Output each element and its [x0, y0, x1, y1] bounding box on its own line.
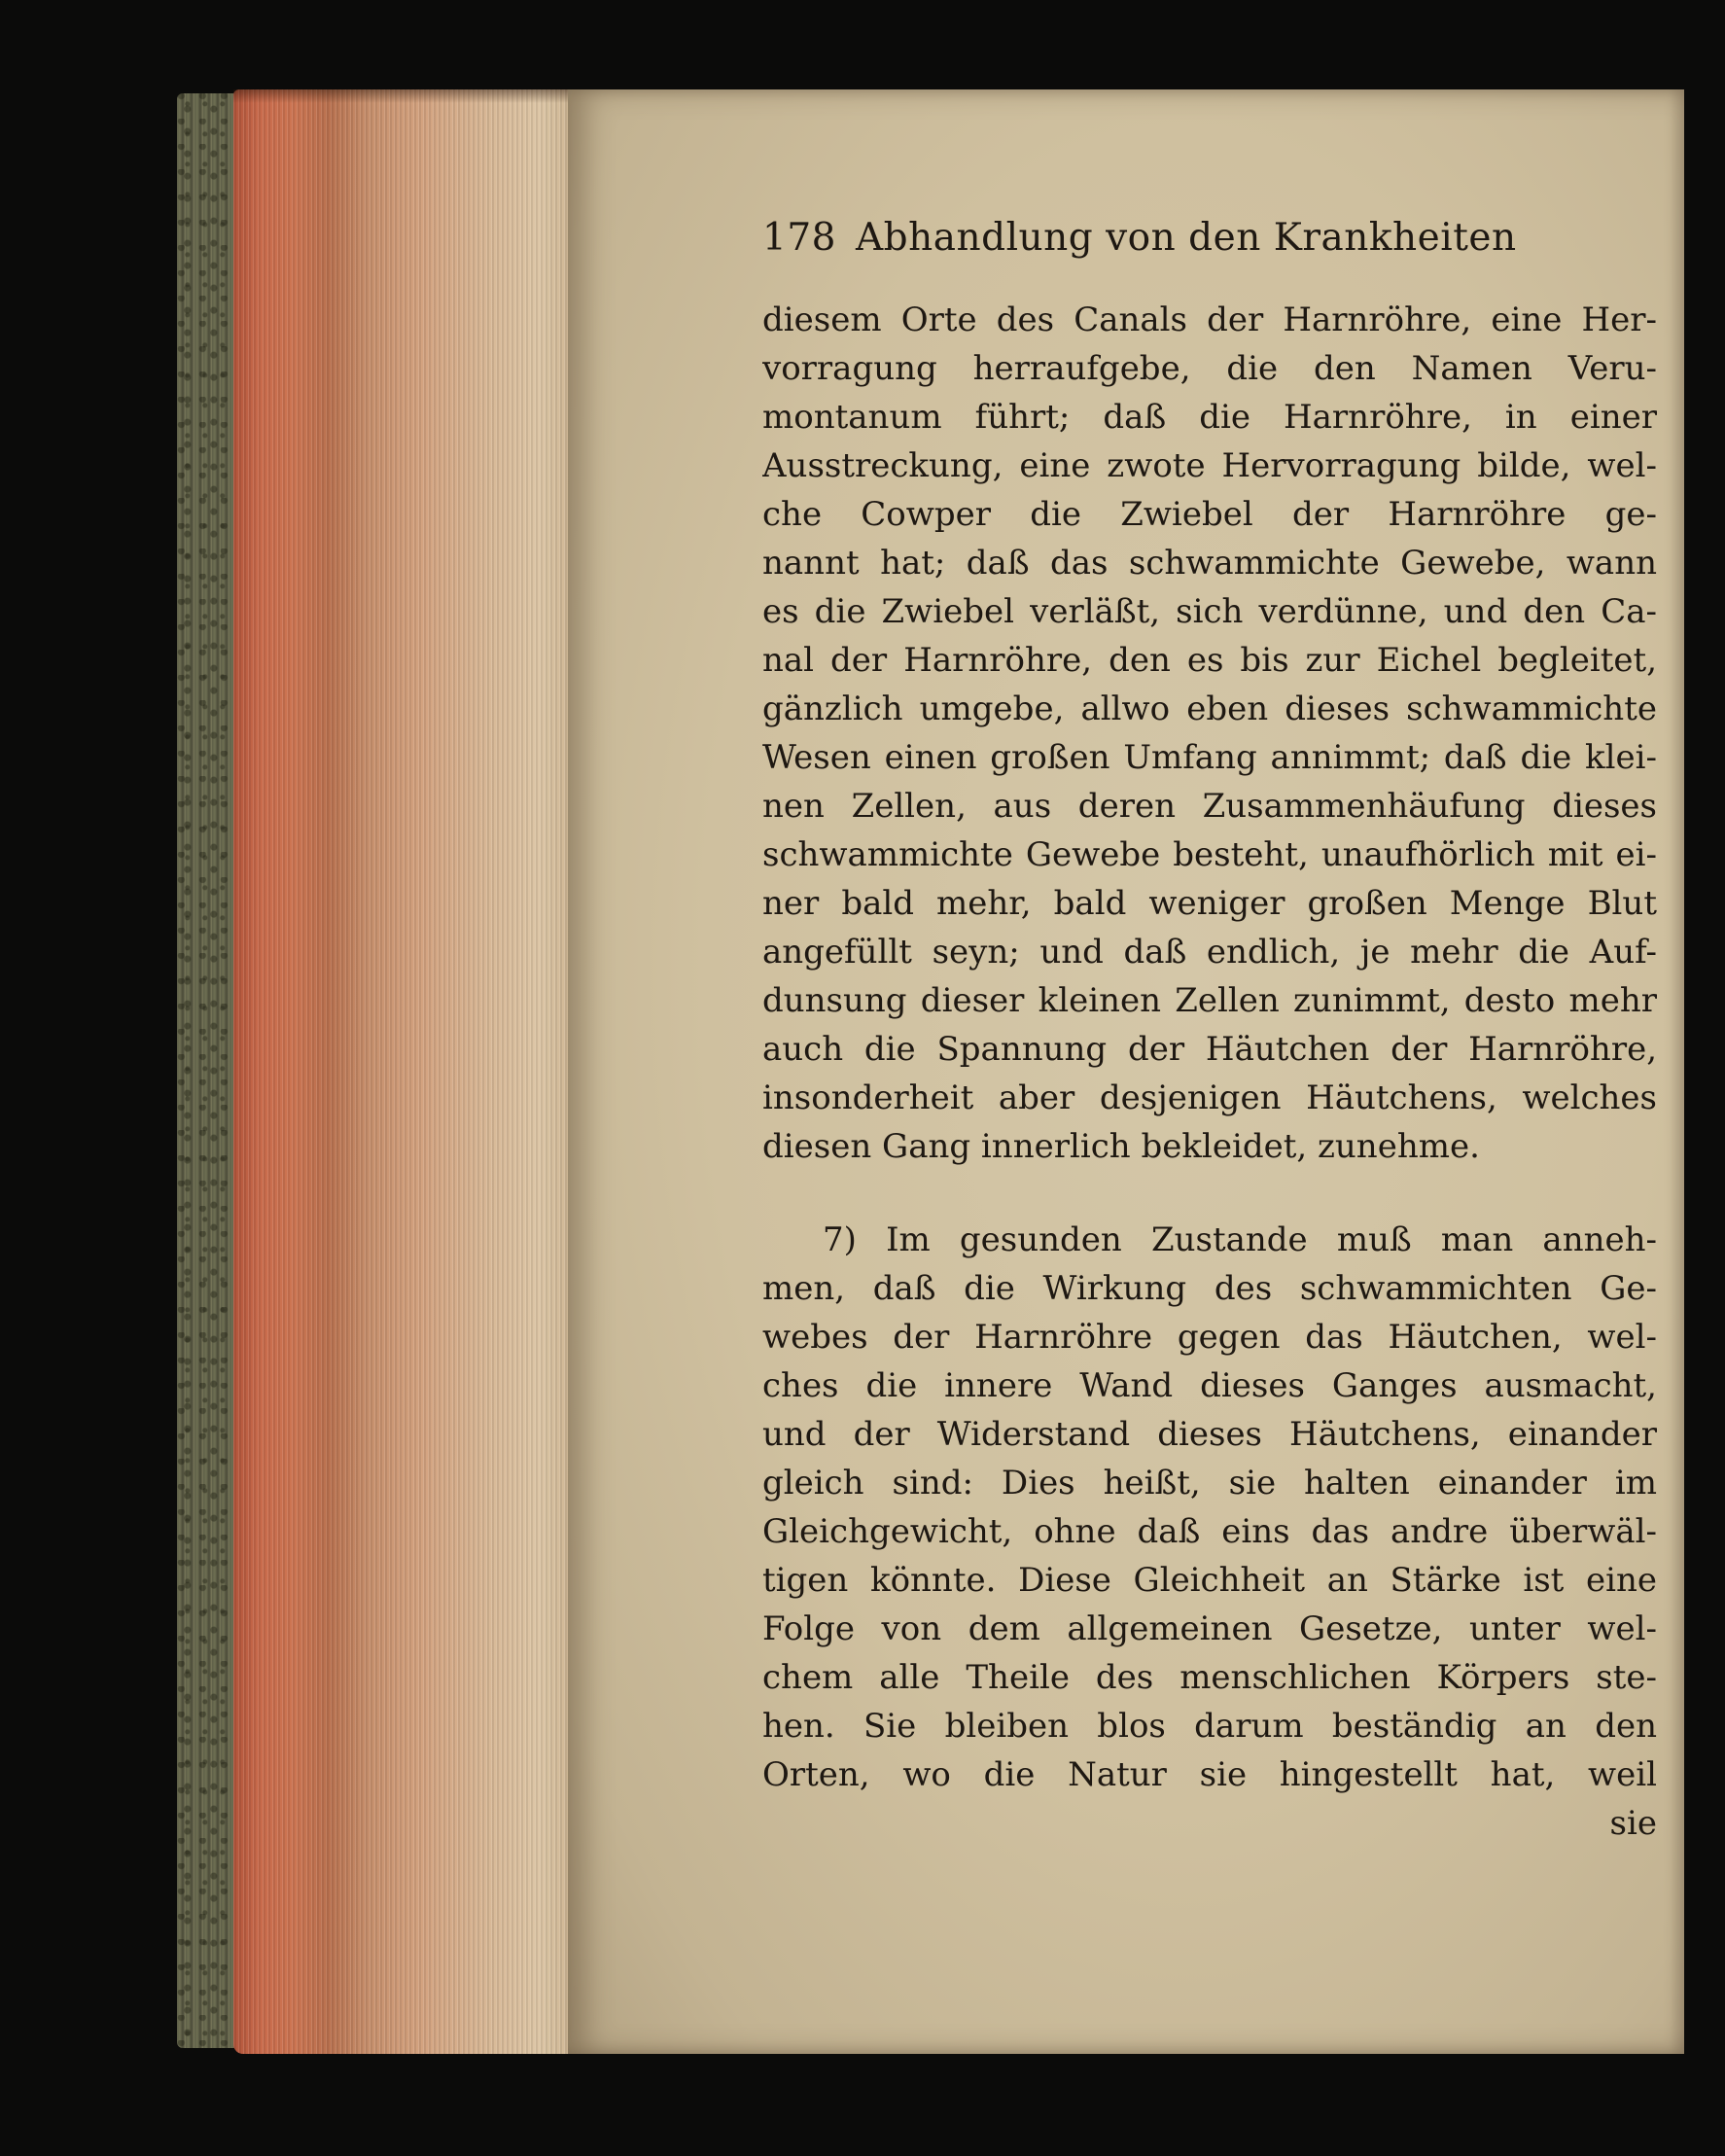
paragraph	[762, 296, 1657, 1171]
text-line: dunsung dieser kleinen Zellen zunimmt, desto mehr	[762, 981, 1657, 1020]
text-line: che Cowper die Zwiebel der Harnröhre ge-	[762, 495, 1657, 534]
running-head	[762, 216, 1657, 284]
text-line: tigen könnte. Diese Gleichheit an Stärke ist eine	[762, 1561, 1657, 1600]
text-line: montanum führt; daß die Harnröhre, in einer	[762, 398, 1657, 437]
text-line: und der Widerstand dieses Häutchens, einander	[762, 1415, 1657, 1454]
text-line: insonderheit aber desjenigen Häutchens, welches	[762, 1078, 1657, 1117]
paragraph	[762, 1216, 1657, 1848]
text-line: nen Zellen, aus deren Zusammenhäufung dieses	[762, 787, 1657, 826]
text-line: hen. Sie bleiben blos darum beständig an den	[762, 1707, 1657, 1746]
text-line: vorragung herraufgebe, die den Namen Veru-	[762, 349, 1657, 388]
text-line: ner bald mehr, bald weniger großen Menge Blut	[762, 884, 1657, 923]
text-line: gänzlich umgebe, allwo eben dieses schwammichte	[762, 689, 1657, 728]
text-line: Wesen einen großen Umfang annimmt; daß die klei-	[762, 738, 1657, 777]
page-block-edges	[233, 89, 574, 2054]
page-block-shadow	[233, 89, 574, 103]
text-line: ches die innere Wand dieses Ganges ausmacht,	[762, 1366, 1657, 1405]
text-line: nal der Harnröhre, den es bis zur Eichel begleitet,	[762, 641, 1657, 680]
text-line: angefüllt seyn; und daß endlich, je mehr die Auf-	[762, 933, 1657, 972]
text-line: nannt hat; daß das schwammichte Gewebe, wann	[762, 544, 1657, 583]
page-number: 178	[762, 216, 836, 260]
text-line: Gleichgewicht, ohne daß eins das andre überwäl-	[762, 1512, 1657, 1551]
text-line: auch die Spannung der Häutchen der Harnröhre,	[762, 1030, 1657, 1069]
text-line: Ausstreckung, eine zwote Hervorragung bilde, wel-	[762, 446, 1657, 485]
text-line: 7) Im gesunden Zustande muß man anneh-	[823, 1220, 1657, 1259]
text-line: chem alle Theile des menschlichen Körpers ste-	[762, 1658, 1657, 1697]
text-line: es die Zwiebel verläßt, sich verdünne, und den Ca-	[762, 592, 1657, 631]
text-line: schwammichte Gewebe besteht, unaufhörlich mit ei-	[762, 835, 1657, 874]
text-line: diesem Orte des Canals der Harnröhre, eine Her-	[762, 300, 1657, 339]
text-line: webes der Harnröhre gegen das Häutchen, wel-	[762, 1318, 1657, 1357]
text-line: diesen Gang innerlich bekleidet, zunehme.	[762, 1127, 1480, 1166]
text-line: gleich sind: Dies heißt, sie halten einander im	[762, 1464, 1657, 1502]
text-line: Folge von dem allgemeinen Gesetze, unter wel-	[762, 1609, 1657, 1648]
catchword: sie	[1609, 1804, 1657, 1843]
page-text	[762, 216, 1657, 1848]
text-line: Orten, wo die Natur sie hingestellt hat, weil	[762, 1755, 1657, 1794]
running-head-title: Abhandlung von den Krankheiten	[856, 216, 1517, 260]
text-line: men, daß die Wirkung des schwammichten Ge-	[762, 1269, 1657, 1308]
